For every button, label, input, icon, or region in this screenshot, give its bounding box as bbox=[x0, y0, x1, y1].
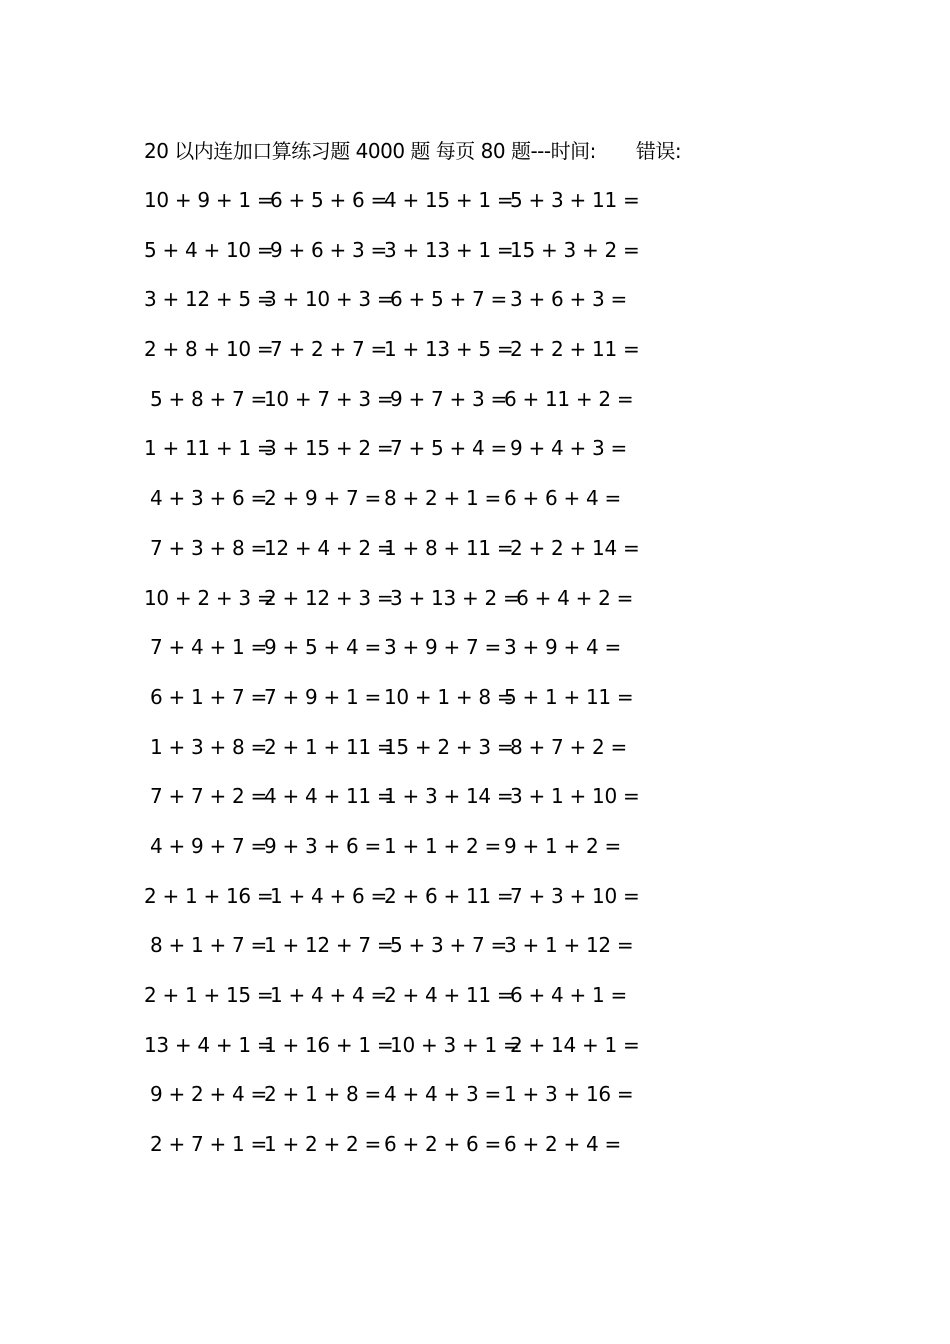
problem-row bbox=[144, 931, 644, 981]
problem-row bbox=[144, 882, 644, 932]
problem-grid bbox=[144, 186, 644, 1180]
problem-item: 1 + 3 + 16 = bbox=[504, 1082, 634, 1107]
errors-label: 错误: bbox=[635, 139, 682, 163]
problem-item: 3 + 13 + 2 = bbox=[384, 585, 520, 610]
problem-item: 9 + 5 + 4 = bbox=[264, 635, 381, 660]
problem-item: 9 + 4 + 3 = bbox=[504, 436, 627, 461]
problem-item: 10 + 9 + 1 = bbox=[144, 188, 274, 212]
problem-row bbox=[144, 782, 644, 832]
problem-item: 3 + 13 + 1 = bbox=[384, 237, 514, 262]
problem-item: 1 + 3 + 14 = bbox=[384, 784, 514, 809]
problem-item: 1 + 4 + 6 = bbox=[264, 883, 387, 908]
problem-item: 10 + 3 + 1 = bbox=[384, 1032, 520, 1057]
problem-item: 7 + 2 + 7 = bbox=[264, 337, 387, 362]
problem-row bbox=[144, 584, 644, 634]
problem-item: 2 + 8 + 10 = bbox=[144, 337, 274, 362]
problem-item: 1 + 1 + 2 = bbox=[384, 833, 501, 858]
problem-item: 6 + 6 + 4 = bbox=[504, 486, 621, 511]
problem-item: 3 + 6 + 3 = bbox=[504, 287, 627, 312]
problem-item: 4 + 9 + 7 = bbox=[144, 833, 267, 858]
problem-item: 5 + 3 + 11 = bbox=[504, 188, 640, 212]
problem-row bbox=[144, 434, 644, 484]
problem-item: 15 + 3 + 2 = bbox=[504, 237, 640, 262]
problem-item: 4 + 4 + 11 = bbox=[264, 784, 394, 809]
problem-item: 6 + 4 + 1 = bbox=[504, 983, 627, 1007]
problem-row bbox=[144, 236, 644, 286]
problem-item: 5 + 3 + 7 = bbox=[384, 933, 507, 958]
problem-row bbox=[144, 981, 644, 1031]
problem-item: 1 + 11 + 1 = bbox=[144, 436, 274, 461]
problem-row bbox=[144, 285, 644, 335]
problem-item: 1 + 4 + 4 = bbox=[264, 983, 387, 1007]
title-text: 20 以内连加口算练习题 4000 题 每页 80 题---时间: bbox=[144, 139, 596, 163]
problem-item: 3 + 1 + 10 = bbox=[504, 784, 640, 809]
problem-item: 10 + 7 + 3 = bbox=[264, 386, 394, 411]
problem-item: 1 + 12 + 7 = bbox=[264, 933, 394, 958]
problem-item: 6 + 5 + 7 = bbox=[384, 287, 507, 312]
problem-item: 7 + 5 + 4 = bbox=[384, 436, 507, 461]
problem-item: 6 + 4 + 2 = bbox=[504, 585, 634, 610]
problem-item: 3 + 9 + 7 = bbox=[384, 635, 501, 660]
problem-item: 7 + 9 + 1 = bbox=[264, 684, 381, 709]
problem-item: 3 + 12 + 5 = bbox=[144, 287, 274, 312]
problem-item: 2 + 4 + 11 = bbox=[384, 983, 514, 1007]
problem-item: 7 + 3 + 8 = bbox=[144, 535, 267, 560]
problem-item: 3 + 9 + 4 = bbox=[504, 635, 621, 660]
problem-item: 1 + 8 + 11 = bbox=[384, 535, 514, 560]
problem-row bbox=[144, 534, 644, 584]
problem-item: 4 + 4 + 3 = bbox=[384, 1082, 501, 1107]
problem-row bbox=[144, 335, 644, 385]
problem-row bbox=[144, 385, 644, 435]
problem-item: 6 + 1 + 7 = bbox=[144, 684, 267, 709]
problem-row bbox=[144, 1080, 644, 1130]
problem-item: 2 + 12 + 3 = bbox=[264, 585, 394, 610]
problem-item: 7 + 3 + 10 = bbox=[504, 883, 640, 908]
problem-item: 2 + 14 + 1 = bbox=[504, 1032, 640, 1057]
problem-item: 2 + 2 + 14 = bbox=[504, 535, 640, 560]
problem-row bbox=[144, 1130, 644, 1180]
problem-item: 2 + 9 + 7 = bbox=[264, 486, 381, 511]
problem-item: 2 + 1 + 16 = bbox=[144, 883, 274, 908]
problem-item: 3 + 10 + 3 = bbox=[264, 287, 394, 312]
problem-row bbox=[144, 484, 644, 534]
problem-item: 8 + 2 + 1 = bbox=[384, 486, 501, 511]
problem-item: 8 + 7 + 2 = bbox=[504, 734, 627, 759]
problem-item: 1 + 16 + 1 = bbox=[264, 1032, 394, 1057]
problem-row bbox=[144, 683, 644, 733]
problem-item: 5 + 4 + 10 = bbox=[144, 237, 274, 262]
problem-item: 2 + 2 + 11 = bbox=[504, 337, 640, 362]
problem-item: 9 + 7 + 3 = bbox=[384, 386, 507, 411]
problem-item: 2 + 1 + 11 = bbox=[264, 734, 394, 759]
problem-item: 15 + 2 + 3 = bbox=[384, 734, 514, 759]
problem-row bbox=[144, 832, 644, 882]
problem-item: 5 + 1 + 11 = bbox=[504, 684, 634, 709]
problem-item: 2 + 1 + 15 = bbox=[144, 983, 274, 1007]
problem-item: 13 + 4 + 1 = bbox=[144, 1032, 274, 1057]
problem-item: 5 + 8 + 7 = bbox=[144, 386, 267, 411]
problem-item: 4 + 15 + 1 = bbox=[384, 188, 514, 212]
problem-item: 7 + 4 + 1 = bbox=[144, 635, 267, 660]
problem-item: 9 + 6 + 3 = bbox=[264, 237, 387, 262]
problem-item: 1 + 13 + 5 = bbox=[384, 337, 514, 362]
problem-item: 6 + 11 + 2 = bbox=[504, 386, 634, 411]
problem-item: 2 + 7 + 1 = bbox=[144, 1132, 267, 1157]
problem-item: 3 + 15 + 2 = bbox=[264, 436, 394, 461]
problem-row bbox=[144, 633, 644, 683]
problem-item: 9 + 1 + 2 = bbox=[504, 833, 621, 858]
problem-item: 10 + 2 + 3 = bbox=[144, 585, 274, 610]
problem-item: 8 + 1 + 7 = bbox=[144, 933, 267, 958]
problem-item: 2 + 6 + 11 = bbox=[384, 883, 514, 908]
worksheet-title bbox=[144, 137, 681, 165]
problem-item: 2 + 1 + 8 = bbox=[264, 1082, 381, 1107]
problem-item: 1 + 2 + 2 = bbox=[264, 1132, 381, 1157]
problem-row bbox=[144, 733, 644, 783]
problem-row bbox=[144, 186, 644, 236]
problem-item: 1 + 3 + 8 = bbox=[144, 734, 267, 759]
problem-item: 10 + 1 + 8 = bbox=[384, 684, 514, 709]
problem-item: 4 + 3 + 6 = bbox=[144, 486, 267, 511]
problem-item: 3 + 1 + 12 = bbox=[504, 933, 634, 958]
problem-item: 12 + 4 + 2 = bbox=[264, 535, 394, 560]
problem-item: 6 + 2 + 4 = bbox=[504, 1132, 621, 1157]
problem-item: 7 + 7 + 2 = bbox=[144, 784, 267, 809]
problem-item: 6 + 5 + 6 = bbox=[264, 188, 387, 212]
problem-item: 9 + 3 + 6 = bbox=[264, 833, 381, 858]
problem-row bbox=[144, 1031, 644, 1081]
problem-item: 6 + 2 + 6 = bbox=[384, 1132, 501, 1157]
problem-item: 9 + 2 + 4 = bbox=[144, 1082, 267, 1107]
